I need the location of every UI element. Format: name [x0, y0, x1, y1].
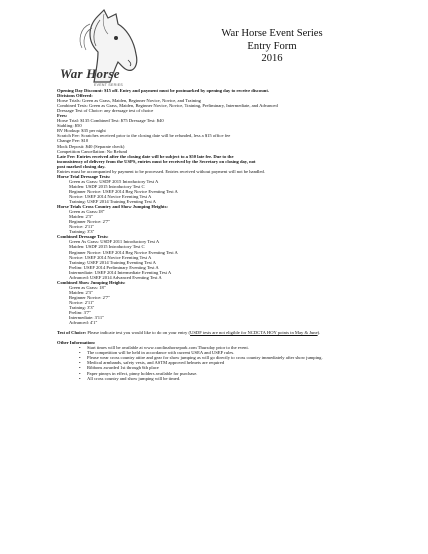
list-item: Training: USEF 2014 Training Eventing Test A	[69, 259, 156, 265]
payment-note: Entries must be accompanied by payment to be processed. Entries received without payment will not be handled.	[57, 168, 265, 174]
list-item: Maiden: 2'3"	[69, 214, 93, 220]
test-of-choice-label: Test of Choice:	[57, 330, 87, 336]
bullet-item: • Ribbons awarded 1st through 6th place	[57, 365, 387, 370]
list-item: Training: 3'3"	[69, 229, 95, 235]
title-line-3: 2016	[261, 53, 283, 64]
divisions-line: Combined Tests: Green as Grass, Maiden, Beginner Novice, Novice, Training, Preliminary, Intermediate, and Advanced	[57, 103, 278, 109]
list-item: Advanced: USEF 2014 Advanced Eventing Test A	[69, 274, 162, 280]
bullet-item: • Start times will be available at www.carolinahorsepark.com Thursday prior to the event.	[57, 345, 387, 350]
list-item: Green as Grass: USDF 2015 Introductory Test A	[69, 178, 159, 184]
form-title	[196, 28, 348, 66]
bullet-item: • Paper pinnys in effect, pinny holders available for purchase.	[57, 371, 387, 376]
late-fee-line: Late Fee: Entries received after the closing date will be subject to a $50 late fee. Due to the	[57, 153, 234, 159]
bullet-item: • Medical armbands, safety vests, and ASTM approved helmets are required	[57, 360, 387, 365]
horse-trial-dressage-heading: Horse Trial Dressage Tests:	[57, 173, 111, 179]
list-item: Novice: USEF 2014 Novice Eventing Test A	[69, 193, 152, 199]
late-fee-line: post marked closing day.	[57, 163, 106, 169]
list-item: Green As Grass: USDF 2011 Introductory Test A	[69, 239, 160, 245]
combined-heights-heading: Combined Show Jumping Heights:	[57, 279, 126, 285]
other-info-heading: Other Information:	[57, 340, 96, 346]
list-item: Intermediate: USEF 2014 Intermediate Eventing Test A	[69, 269, 172, 275]
discount-text: Entry and payment must be postmarked by opening day to receive discount.	[118, 88, 270, 93]
logo-subtitle: EVENT SERIES	[94, 83, 124, 87]
test-of-choice-text: Please indicate test you would like to do on your entry (	[86, 330, 191, 336]
title-line-1: War Horse Event Series	[221, 28, 323, 39]
list-item: Novice: 2'11"	[69, 299, 95, 305]
list-item: Beginner Novice: 2'7"	[69, 219, 110, 225]
list-item: Beginner Novice: USEF 2014 Beg Novice Eventing Test A	[69, 188, 178, 194]
fee-line: Change Fee: $10	[57, 138, 89, 144]
late-fee-line: inconsistency of delivery from the USPS, entries must be received by the Secretary on closing day, not	[57, 158, 256, 164]
list-item: Green as Grass:18"	[69, 209, 105, 215]
fee-line: Stabling: $50	[57, 123, 82, 129]
list-item: Green as Grass: 18"	[69, 284, 106, 290]
list-item: Maiden: USDF 2015 Introductory Test C	[69, 183, 145, 189]
divisions-line: Horse Trials: Green as Grass, Maiden, Beginner Novice, Novice, and Training	[57, 98, 201, 104]
list-item: Prelim: 3'7"	[69, 310, 91, 316]
fee-line: Scratch Fee: Scratches received prior to the closing date will be refunded, less a $15 office fee	[57, 133, 231, 139]
list-item: Beginner Novice: 2'7"	[69, 294, 110, 300]
discount-label: Opening Day Discount: $15 off.	[57, 88, 119, 93]
logo-wordmark: War Horse	[60, 66, 120, 81]
fee-line: Competition Cancellation: No Refund	[57, 148, 128, 154]
fee-line: Mock Deposit: $40 (Separate check)	[57, 143, 125, 149]
bullet-item: • All cross country and show jumping will be timed.	[57, 376, 387, 381]
list-item: Maiden: 2'3"	[69, 289, 93, 295]
divisions-heading: Divisions Offered:	[57, 93, 93, 99]
list-item: Beginner Novice: USEF 2014 Beg Novice Eventing Test A	[69, 249, 178, 255]
horse-trial-heights-heading: Horse Trials Cross Country and Show Jumping Heights:	[57, 204, 168, 210]
list-item: Novice: USEF 2014 Novice Eventing Test A	[69, 254, 152, 260]
list-item: Prelim: USEF 2014 Preliminary Eventing Test A	[69, 264, 159, 270]
divisions-line: Dressage Test of Choice: any dressage test of choice	[57, 108, 154, 114]
test-of-choice-end: ).	[317, 330, 321, 336]
list-item: Maiden: USDF 2015 Introductory Test C	[69, 244, 145, 250]
list-item: Training: USEF 2014 Training Eventing Test A	[69, 199, 156, 205]
list-item: Training: 3'3"	[69, 305, 95, 311]
bullet-item: • The competition will be held in accordance with current USEA and USEF rules.	[57, 350, 387, 355]
list-item: Intermediate: 3'11"	[69, 315, 105, 321]
list-item: Novice: 2'11"	[69, 224, 95, 230]
combined-dressage-heading: Combined Dressage Tests:	[57, 234, 109, 240]
title-line-2: Entry Form	[247, 40, 297, 52]
war-horse-logo	[54, 8, 166, 92]
bullet-item: • Please wear cross country attire and gear for show jumping as will go directly to cross country immediately after show jumping.	[57, 355, 387, 360]
fees-heading: Fees:	[57, 113, 68, 119]
fee-line: Horse Trial: $135 Combined Test: $75 Dressage Test: $40	[57, 118, 164, 124]
ncdcta-note: USDF tests are not eligible for NCDCTA HOY points in May & June	[190, 330, 318, 336]
fee-line: RV Hookup: $35 per night	[57, 128, 106, 134]
form-content	[57, 88, 387, 381]
list-item: Advanced: 4'1"	[69, 320, 98, 326]
